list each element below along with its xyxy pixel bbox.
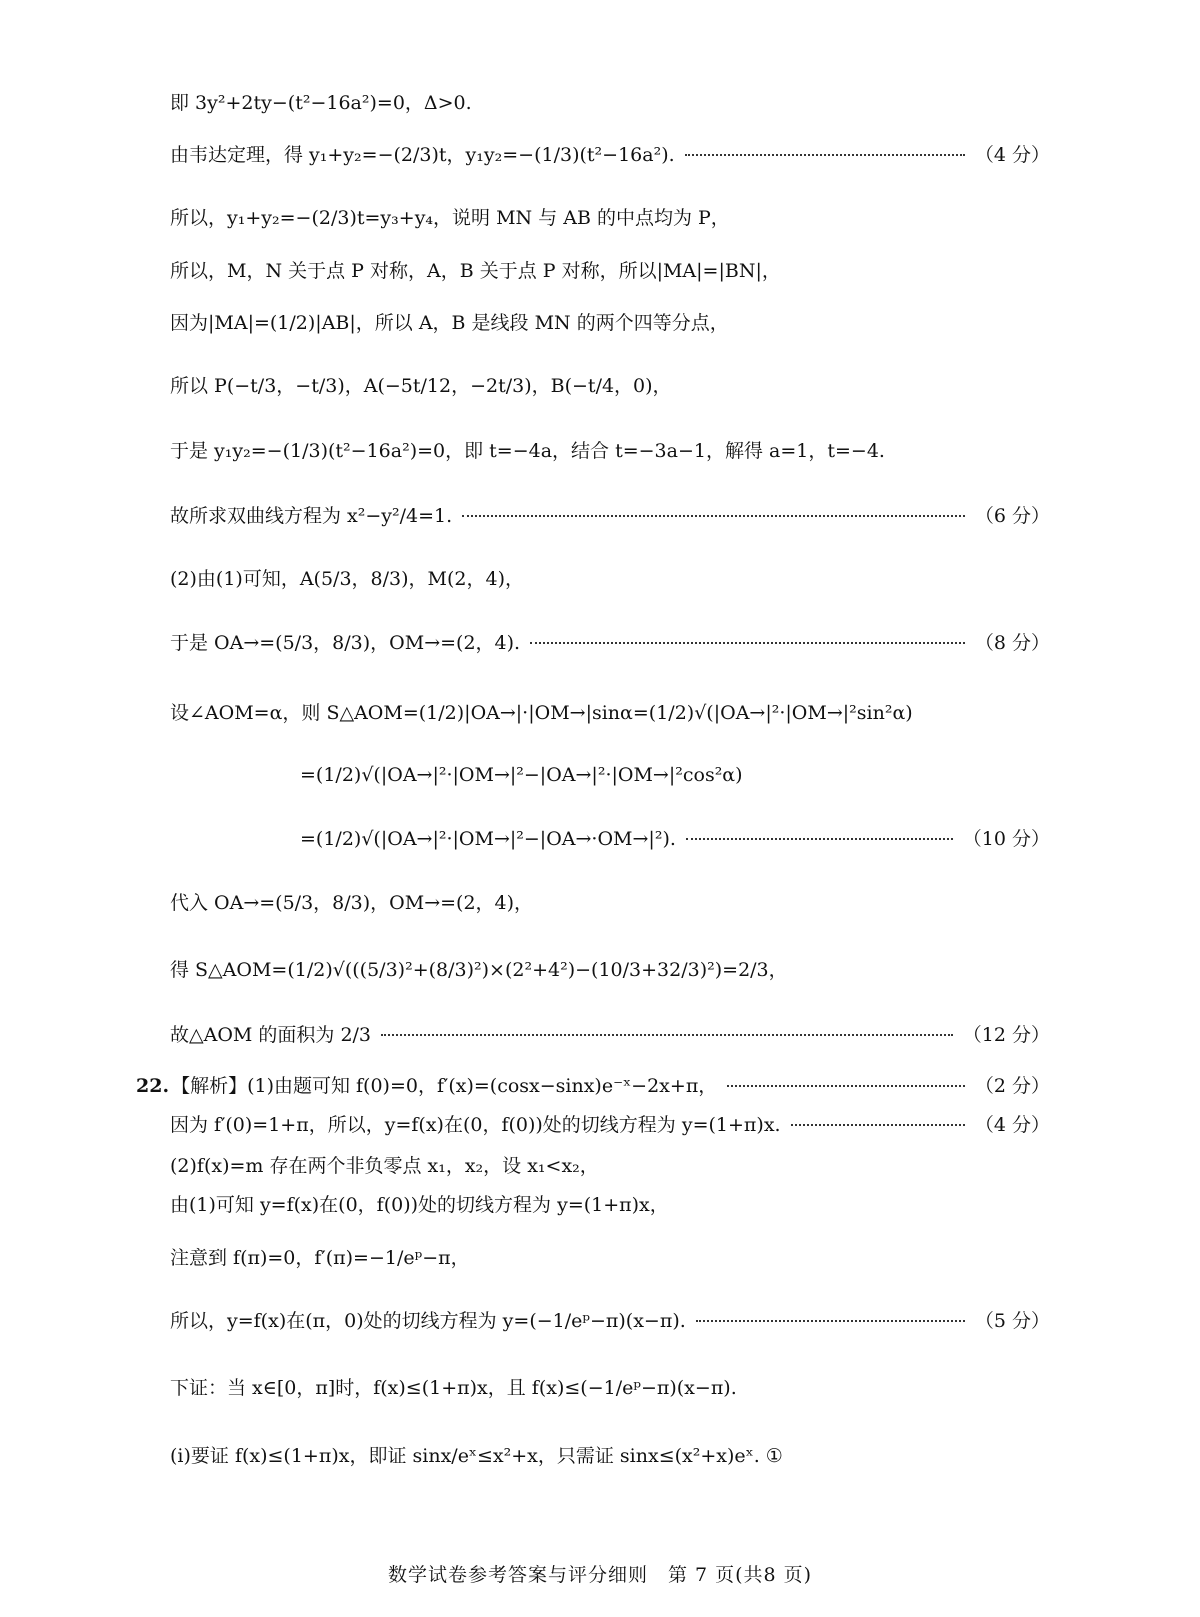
leader-dots [686, 838, 953, 840]
line-21: 注意到 f(π)=0，f′(π)=−1/eᵖ−π， [170, 1247, 470, 1269]
line-7: 于是 y₁y₂=−(1/3)(t²−16a²)=0，即 t=−4a，结合 t=−3a−1，解得 a=1，t=−4. [170, 440, 885, 462]
leader-dots [696, 1320, 965, 1322]
line-2: 由韦达定理，得 y₁+y₂=−(2/3)t，y₁y₂=−(1/3)(t²−16a²). （4 分） [170, 144, 1050, 166]
leader-dots [381, 1034, 953, 1036]
line-17: 22. 【解析】(1)由题可知 f(0)=0，f′(x)=(cosx−sinx)e⁻ˣ−2x+π， （2 分） [136, 1075, 1050, 1097]
leader-dots [685, 154, 965, 156]
line-13: =(1/2)√(|OA→|²·|OM→|²−|OA→·OM→|²). （10 分） [300, 828, 1050, 850]
leader-dots [530, 642, 965, 644]
line-19: (2)f(x)=m 存在两个非负零点 x₁，x₂，设 x₁<x₂， [170, 1155, 599, 1177]
line-24: (i)要证 f(x)≤(1+π)x，即证 sinx/eˣ≤x²+x，只需证 sinx≤(x²+x)eˣ. ① [170, 1445, 783, 1467]
line-15: 得 S△AOM=(1/2)√(((5/3)²+(8/3)²)×(2²+4²)−(10/3+32/3)²)=2/3， [170, 959, 788, 981]
line-16: 故△AOM 的面积为 2/3 （12 分） [170, 1024, 1050, 1046]
line-9: (2)由(1)可知，A(5/3，8/3)，M(2，4)， [170, 568, 524, 590]
line-11: 设∠AOM=α，则 S△AOM=(1/2)|OA→|·|OM→|sinα=(1/2)√(|OA→|²·|OM→|²sin²α) [170, 702, 913, 724]
line-22: 所以，y=f(x)在(π，0)处的切线方程为 y=(−1/eᵖ−π)(x−π). （5 分） [170, 1310, 1050, 1332]
score: （4 分） [974, 144, 1050, 166]
line-12: =(1/2)√(|OA→|²·|OM→|²−|OA→|²·|OM→|²cos²α) [300, 764, 743, 786]
line-18: 因为 f′(0)=1+π，所以，y=f(x)在(0，f(0))处的切线方程为 y=(1+π)x. （4 分） [170, 1114, 1050, 1136]
leader-dots [727, 1085, 965, 1087]
score: （10 分） [962, 828, 1050, 850]
score: （12 分） [962, 1024, 1050, 1046]
leader-dots [462, 515, 965, 517]
score: （5 分） [974, 1310, 1050, 1332]
line-4: 所以，M，N 关于点 P 对称，A，B 关于点 P 对称，所以|MA|=|BN|， [170, 260, 781, 282]
line-5: 因为|MA|=(1/2)|AB|，所以 A，B 是线段 MN 的两个四等分点， [170, 312, 729, 334]
leader-dots [791, 1124, 965, 1126]
line-3: 所以，y₁+y₂=−(2/3)t=y₃+y₄，说明 MN 与 AB 的中点均为 P， [170, 207, 730, 229]
line-20: 由(1)可知 y=f(x)在(0，f(0))处的切线方程为 y=(1+π)x， [170, 1194, 669, 1216]
question-number: 22. [136, 1075, 170, 1097]
page-footer: 数学试卷参考答案与评分细则 第 7 页(共8 页) [387, 1564, 813, 1586]
line-10: 于是 OA→=(5/3，8/3)，OM→=(2，4). （8 分） [170, 632, 1050, 654]
line-8: 故所求双曲线方程为 x²−y²/4=1. （6 分） [170, 505, 1050, 527]
score: （4 分） [974, 1114, 1050, 1136]
score: （8 分） [974, 632, 1050, 654]
line-6: 所以 P(−t/3，−t/3)，A(−5t/12，−2t/3)，B(−t/4，0)， [170, 375, 672, 397]
line-1: 即 3y²+2ty−(t²−16a²)=0，Δ>0. [170, 92, 472, 114]
line-14: 代入 OA→=(5/3，8/3)，OM→=(2，4)， [170, 892, 534, 914]
score: （6 分） [974, 505, 1050, 527]
score: （2 分） [974, 1075, 1050, 1097]
line-23: 下证：当 x∈[0，π]时，f(x)≤(1+π)x，且 f(x)≤(−1/eᵖ−π)(x−π). [170, 1377, 737, 1399]
